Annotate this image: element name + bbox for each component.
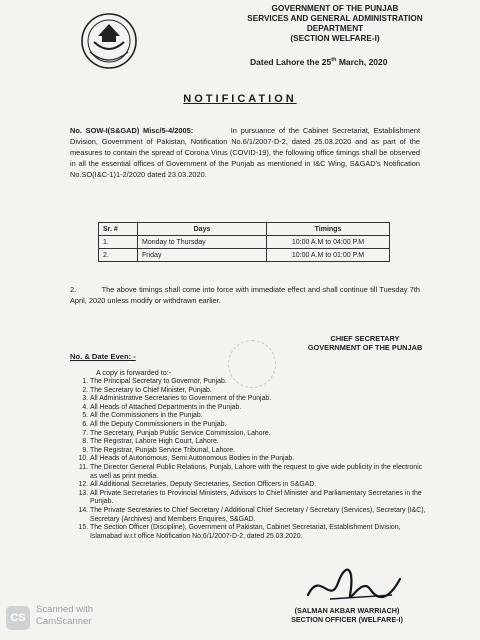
paragraph-2: 2. The above timings shall come into force with immediate effect and shall continue till Tuesday 7th April, 2020 unless modify or withdrawn earlier. bbox=[70, 285, 420, 305]
list-item: 2. The Secretary to Chief Minister, Punjab. bbox=[90, 387, 430, 396]
date-suffix: March, 2020 bbox=[336, 57, 388, 67]
signatory-designation: SECTION OFFICER (WELFARE-I) bbox=[291, 615, 403, 624]
list-item: 5. All the Commissioners in the Punjab. bbox=[90, 412, 430, 421]
handwritten-signature-icon bbox=[300, 565, 410, 609]
letterhead-line-3: DEPARTMENT bbox=[306, 24, 364, 33]
cell-timings: 10:00 A.M to 04:00 P.M bbox=[267, 236, 390, 249]
list-item: 4. All Heads of Attached Departments in the Punjab. bbox=[90, 404, 430, 413]
chief-secretary-signature-block bbox=[290, 334, 440, 352]
col-header-timings: Timings bbox=[267, 223, 390, 236]
paragraph-1-text: In pursuance of the Cabinet Secretariat, Establishment Division, Government of Pakistan, Notification No.6/1/2007-D-2, dated 25.03.2020 and as part of the measures to contain the spread of Corona Virus (COVID-19), the following office timings shall be observed in all the essential offices of Government of the Punjab as mentioned in I&C Wing, S&GAD's Notification No.SO(I&C-1)1-2/2020 dated 23.03.2020. bbox=[70, 126, 421, 179]
cell-days: Monday to Thursday bbox=[138, 236, 267, 249]
signatory-name: (SALMAN AKBAR WARRIACH) bbox=[294, 606, 400, 615]
list-item: 14. The Private Secretaries to Chief Secretary / Additional Chief Secretary / Secretary (Services), Secretary (I&C), Secretary (Archives) and Members Enquires, S&GAD. bbox=[90, 507, 430, 524]
col-header-days: Days bbox=[138, 223, 267, 236]
punjab-seal-icon bbox=[80, 12, 138, 70]
date-line bbox=[250, 57, 387, 67]
cell-days: Friday bbox=[138, 249, 267, 262]
cell-sr: 1. bbox=[99, 236, 138, 249]
list-item: 8. The Registrar, Lahore High Court, Lahore. bbox=[90, 438, 430, 447]
cell-timings: 10:00 A.M to 01:00 P.M bbox=[267, 249, 390, 262]
paragraph-1 bbox=[70, 125, 420, 180]
letterhead-line-2: SERVICES AND GENERAL ADMINISTRATION bbox=[247, 14, 423, 23]
list-item: 6. All the Deputy Commissioners in the Punjab. bbox=[90, 421, 430, 430]
notification-title: NOTIFICATION bbox=[183, 93, 297, 105]
date-prefix: Dated Lahore the 25 bbox=[250, 57, 332, 67]
camscanner-logo-icon: CS bbox=[6, 606, 30, 630]
notification-reference: No. SOW-I(S&GAD) Misc/5-4/2005: bbox=[70, 126, 194, 135]
list-item: 13. All Private Secretaries to Provincial Ministers, Advisors to Chief Minister and Parliamentary Secretaries in the Punjab. bbox=[90, 490, 430, 507]
section-officer-signature-block bbox=[262, 606, 432, 624]
list-item: 9. The Registrar, Punjab Service Tribunal, Lahore. bbox=[90, 447, 430, 456]
table-row bbox=[99, 236, 390, 249]
copy-forwarded-line: A copy is forwarded to:- bbox=[96, 368, 172, 377]
signatory-organisation: GOVERNMENT OF THE PUNJAB bbox=[307, 343, 423, 352]
list-item: 12. All Additional Secretaries, Deputy Secretaries, Section Officers in S&GAD. bbox=[90, 481, 430, 490]
list-item: 10. All Heads of Autonomous, Semi Autonomous Bodies in the Punjab. bbox=[90, 455, 430, 464]
list-item: 15. The Section Officer (Discipline), Government of Pakistan, Cabinet Secretariat, Establishment Division, Islamabad w.r.t office Notification No.6/1/2007-D-2, dated 25.03.2020. bbox=[90, 524, 430, 541]
list-item: 11. The Director General Public Relations, Punjab, Lahore with the request to give wide publicity in the electronic as well as print media. bbox=[90, 464, 430, 481]
distribution-list bbox=[66, 378, 430, 541]
camscanner-watermark bbox=[36, 604, 93, 628]
letterhead-line-1: GOVERNMENT OF THE PUNJAB bbox=[271, 4, 399, 13]
list-item: 1. The Principal Secretary to Governor, Punjab. bbox=[90, 378, 430, 387]
list-item: 7. The Secretary, Punjab Public Service Commission, Lahore. bbox=[90, 430, 430, 439]
letterhead-line-4: (SECTION WELFARE-I) bbox=[290, 34, 380, 43]
table-header-row bbox=[99, 223, 390, 236]
watermark-line-1: Scanned with bbox=[36, 604, 94, 615]
number-and-date-line: No. & Date Even: - bbox=[70, 352, 136, 361]
letterhead bbox=[200, 4, 470, 44]
timings-table bbox=[98, 222, 390, 262]
col-header-sr: Sr. # bbox=[99, 223, 138, 236]
signatory-title: CHIEF SECRETARY bbox=[330, 334, 400, 343]
date-superscript: th bbox=[331, 57, 337, 64]
table-row bbox=[99, 249, 390, 262]
list-item: 3. All Administrative Secretaries to Government of the Punjab. bbox=[90, 395, 430, 404]
watermark-line-2: CamScanner bbox=[36, 616, 92, 627]
cell-sr: 2. bbox=[99, 249, 138, 262]
